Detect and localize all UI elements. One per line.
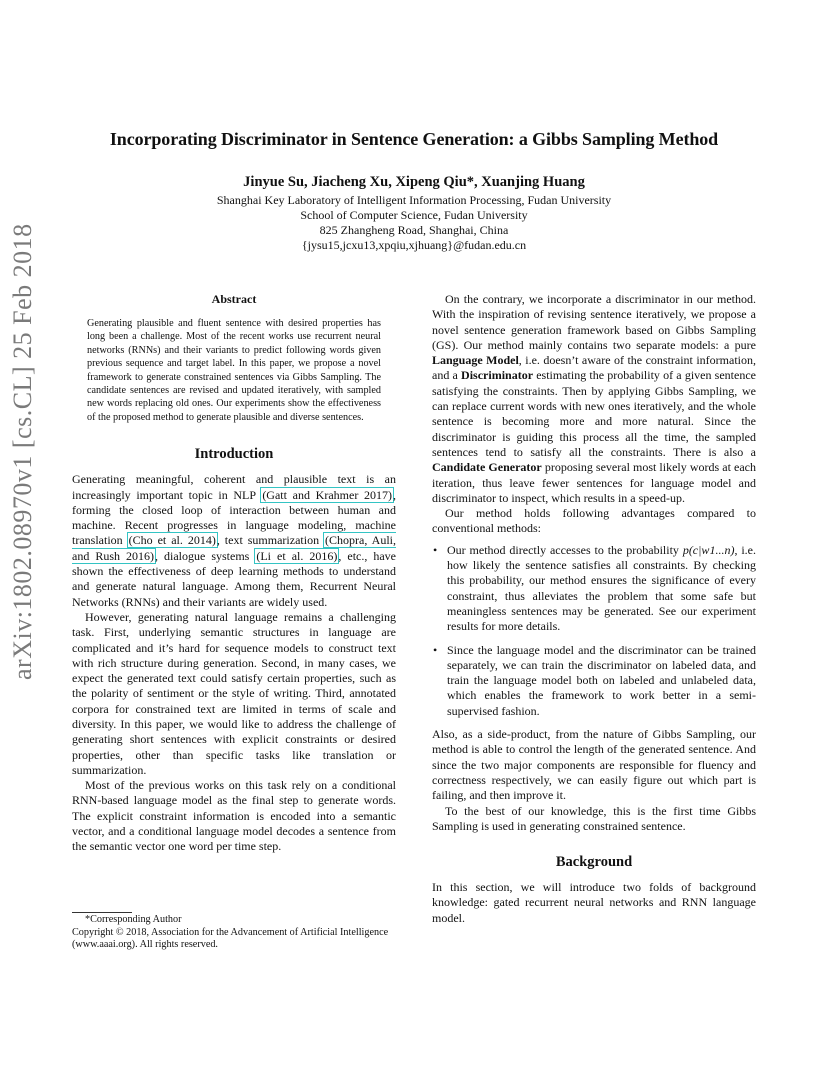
term-candidate-generator: Candidate Generator [432,460,542,475]
author-list: Jinyue Su, Jiacheng Xu, Xipeng Qiu*, Xuanjing Huang [243,174,585,190]
introduction-paragraph-3: Most of the previous works on this task rely on a conditional RNN-based language model as the final step to generate words. The explicit constraint information is encoded into a semantic vector, and a conditional language model decodes a sentence from the semantic vector one word per time step. [72,778,396,854]
term-discriminator: Discriminator [461,368,534,383]
right-p1-text-d: estimating the probability of a given sentence satisfying the constraints. Then by applying Gibbs Sampling, we can replace current words with new ones iteratively, and the whole sentence is becoming more and more natural. Since the discriminator is guiding this process all the time, the sampled sentences tend to satisfy all the constraints. There is also a [432,368,756,459]
introduction-paragraph-2: However, generating natural language remains a challenging task. First, underlying semantic structures in language are complicated and it’s hard for sequence models to construct text with rich structure during generation. Second, in many cases, we expect the generated text could satisfy certain properties, such as the polarity of sentiment or the style of writing. Third, annotated corpora for constrained text are limited in terms of scale and diversity. In this paper, we would like to address the challenge of generating short sentences with explicit constraints or desired properties, other than specific tasks like translation or summarization. [72,609,396,777]
intro-p1-text-b: , forming the closed loop of interaction between human and machine. Recent progresses in language modeling, machine translation [72,487,397,548]
affiliation-line-2: School of Computer Science, Fudan University [300,208,528,222]
right-p1-text-c: , i.e. doesn’t aware of the constraint information, and a [432,353,756,383]
right-paragraph-4: To the best of our knowledge, this is the first time Gibbs Sampling is used in generating constrained sentence. [432,803,756,833]
citation-link[interactable]: (Chopra, Auli, and Rush 2016) [72,533,397,563]
abstract-heading: Abstract [211,292,257,306]
list-item [433,542,756,635]
citation-link[interactable]: (Gatt and Krahmer 2017) [262,487,393,502]
left-column [72,292,396,855]
corresponding-author-note: *Corresponding Author [85,914,182,925]
bullet-1-text-b: , i.e. how likely the sentence satisfies all constraints. By checking this probability, our method ensures the significance of every constraint, thus alleviates the problem that some safe but meaningless sentences may be generated. See our experiment results for more details. [447,542,756,634]
introduction-paragraph-1 [72,472,396,610]
intro-p1-text-d: , dialogue systems [155,548,256,563]
right-paragraph-2: Our method holds following advantages compared to conventional methods: [432,506,756,536]
affiliation-line-3: 825 Zhangheng Road, Shanghai, China [319,223,509,237]
intro-p1-text-e: , etc., have shown the effectiveness of deep learning methods to understand and generate natural language. Among them, Recurrent Neural Networks (RNNs) and their variants are widely used. [72,548,397,609]
introduction-heading: Introduction [194,446,274,463]
affiliation-line-1: Shanghai Key Laboratory of Intelligent Information Processing, Fudan University [216,193,612,207]
advantages-list [432,543,756,719]
footnote-divider [72,912,132,913]
right-p1-text-a: On the contrary, we incorporate a discriminator in our method. With the inspiration of revising sentence iteratively, we propose a novel sentence generation framework based on Gibbs Sampling (GS). Our method mainly contains two separate models: a pure [432,292,756,352]
probability-formula: p(c|w1...n) [682,542,735,557]
right-column [432,292,756,926]
list-item [433,642,756,719]
copyright-notice: Copyright © 2018, Association for the Advancement of Artificial Intelligence (www.aaai.org). All rights reserved. [72,926,389,950]
right-paragraph-3: Also, as a side-product, from the nature of Gibbs Sampling, our method is able to control the length of the generated sentence. And since the two major components are responsible for fluency and correctness respectively, we can easily figure out which part is failing, and then improve it. [432,727,756,803]
background-paragraph-1: In this section, we will introduce two folds of background knowledge: gated recurrent neural networks and RNN language model. [432,880,756,925]
bullet-2-text: Since the language model and the discriminator can be trained separately, we can train the discriminator on labeled data, and train the language model both on labeled and unlabeled data, which enables the framework to work better in a semi-supervised fashion. [447,642,756,718]
intro-p1-text-a: Generating meaningful, coherent and plausible text is an increasingly important topic in NLP [72,472,396,502]
citation-link[interactable]: (Li et al. 2016) [256,548,338,563]
arxiv-identifier: arXiv:1802.08970v1 [cs.CL] 25 Feb 2018 [8,223,37,680]
bullet-icon: • [433,542,438,557]
bullet-icon: • [433,642,438,657]
right-paragraph-1 [432,292,756,506]
bullet-1-text-a: Our method directly accesses to the probability [447,542,683,557]
background-heading: Background [555,854,633,871]
abstract-text: Generating plausible and fluent sentence with desired properties has long been a challenge. Most of the recent works use recurrent neural networks (RNNs) and their variants to predict following words given previous sequence and target label. In this paper, we propose a novel framework to generate constrained sentences via Gibbs Sampling. The candidate sentences are revised and updated iteratively, with sampled new words replacing old ones. Our experiments show the effectiveness of the proposed method to generate plausible and diverse sentences. [87,318,381,423]
intro-p1-text-c: , text summarization [216,533,325,548]
citation-link[interactable]: (Cho et al. 2014) [128,533,216,548]
paper-title: Incorporating Discriminator in Sentence Generation: a Gibbs Sampling Method [109,129,719,149]
term-language-model: Language Model [432,353,519,368]
footnote-block [72,914,396,952]
affiliation-email: {jysu15,jcxu13,xpqiu,xjhuang}@fudan.edu.cn [301,238,527,252]
right-p1-text-e: proposing several most likely words at each iteration, thus leave fewer sentences for language model and discriminator to inspect, which results in a speed-up. [432,460,756,505]
